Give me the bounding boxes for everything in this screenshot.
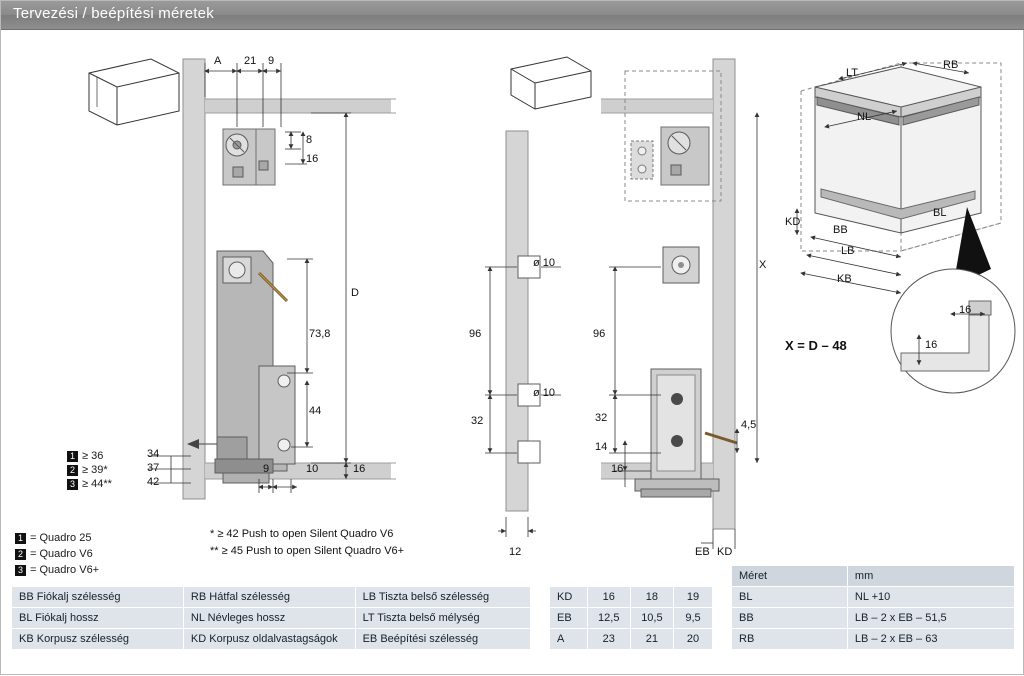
label-EB: EB bbox=[695, 546, 710, 558]
left-drawer-icon bbox=[89, 59, 179, 125]
table-row bbox=[732, 629, 1015, 650]
legend-badge-2: 2 bbox=[15, 549, 26, 560]
mid-front-panel-section bbox=[506, 57, 591, 511]
values-cell: 10,5 bbox=[630, 608, 673, 629]
abbrev-cell: KB Korpusz szélesség bbox=[12, 629, 184, 650]
dim-label-mid2-14: 14 bbox=[595, 441, 608, 453]
label-KB: KB bbox=[837, 273, 852, 285]
formula-header-mm: mm bbox=[847, 566, 1014, 587]
dim-label-dia10-bottom: ø 10 bbox=[533, 387, 556, 399]
label-RB: RB bbox=[943, 59, 959, 71]
legend-badge-3: 3 bbox=[15, 565, 26, 576]
dim-label-37: 37 bbox=[147, 462, 160, 474]
values-rowhead: EB bbox=[550, 608, 588, 629]
badge-3: 3 bbox=[67, 479, 78, 490]
values-table bbox=[549, 586, 713, 650]
legend-item-1 bbox=[15, 532, 91, 544]
dim-label-D: D bbox=[351, 287, 359, 299]
detail-dim-16-v: 16 bbox=[925, 339, 938, 351]
table-header-row bbox=[732, 566, 1015, 587]
dim-label-9-bottom: 9 bbox=[263, 463, 270, 475]
values-rowhead: KD bbox=[550, 587, 588, 608]
values-cell: 19 bbox=[673, 587, 712, 608]
dim-label-mid-96: 96 bbox=[469, 328, 482, 340]
option-3-text: ≥ 44** bbox=[82, 478, 112, 490]
legend-text-2: = Quadro V6 bbox=[30, 548, 93, 560]
legend-text-1: = Quadro 25 bbox=[30, 532, 92, 544]
formula-table bbox=[731, 565, 1015, 650]
values-cell: 18 bbox=[630, 587, 673, 608]
footnote-star: * ≥ 42 Push to open Silent Quadro V6 bbox=[210, 528, 394, 540]
dim-label-9-top: 9 bbox=[268, 55, 275, 67]
table-row bbox=[12, 587, 531, 608]
table-row bbox=[550, 587, 713, 608]
option-row-1 bbox=[67, 450, 103, 462]
formula-header-meret: Méret bbox=[732, 566, 848, 587]
table-row bbox=[12, 629, 531, 650]
label-KD: KD bbox=[717, 546, 733, 558]
abbrev-cell: KD Korpusz oldalvastagságok bbox=[183, 629, 355, 650]
dim-label-4-5: 4,5 bbox=[741, 419, 757, 431]
abbrev-cell: LT Tiszta belső mélység bbox=[355, 608, 530, 629]
formula-cell-value: NL +10 bbox=[847, 587, 1014, 608]
dim-label-dia10-top: ø 10 bbox=[533, 257, 556, 269]
label-LT: LT bbox=[846, 67, 859, 79]
option-row-2 bbox=[67, 464, 108, 476]
formula-cell-name: RB bbox=[732, 629, 848, 650]
badge-2: 2 bbox=[67, 465, 78, 476]
formula-cell-name: BL bbox=[732, 587, 848, 608]
legend-badge-1: 1 bbox=[15, 533, 26, 544]
values-cell: 21 bbox=[630, 629, 673, 650]
table-row bbox=[732, 587, 1015, 608]
table-row bbox=[550, 608, 713, 629]
formula-cell-value: LB – 2 x EB – 51,5 bbox=[847, 608, 1014, 629]
abbrev-cell: BB Fiókalj szélesség bbox=[12, 587, 184, 608]
dim-label-44: 44 bbox=[309, 405, 322, 417]
dim-label-X: X bbox=[759, 259, 767, 271]
right-3d-drawer bbox=[797, 63, 1001, 293]
label-BL: BL bbox=[933, 207, 947, 219]
abbrev-cell: EB Beépítési szélesség bbox=[355, 629, 530, 650]
dim-label-21: 21 bbox=[244, 55, 257, 67]
abbreviation-table bbox=[11, 586, 531, 650]
dim-label-8: 8 bbox=[306, 134, 313, 146]
dim-label-16-top: 16 bbox=[306, 153, 319, 165]
abbrev-cell: RB Hátfal szélesség bbox=[183, 587, 355, 608]
legend-text-3: = Quadro V6+ bbox=[30, 564, 100, 576]
dim-label-mid2-96: 96 bbox=[593, 328, 606, 340]
badge-1: 1 bbox=[67, 451, 78, 462]
values-cell: 16 bbox=[587, 587, 630, 608]
dim-label-42: 42 bbox=[147, 476, 160, 488]
footnote-doublestar: ** ≥ 45 Push to open Silent Quadro V6+ bbox=[210, 545, 405, 557]
table-row bbox=[550, 629, 713, 650]
dim-label-10: 10 bbox=[306, 463, 319, 475]
dim-label-A: A bbox=[214, 55, 222, 67]
legend-item-3 bbox=[15, 564, 99, 576]
abbrev-cell: BL Fiókalj hossz bbox=[12, 608, 184, 629]
values-rowhead: A bbox=[550, 629, 588, 650]
dim-label-34: 34 bbox=[147, 448, 160, 460]
dim-label-mid-32: 32 bbox=[471, 415, 484, 427]
values-cell: 20 bbox=[673, 629, 712, 650]
option-row-3 bbox=[67, 478, 112, 490]
label-BB: BB bbox=[833, 224, 848, 236]
abbrev-cell: NL Névleges hossz bbox=[183, 608, 355, 629]
values-cell: 12,5 bbox=[587, 608, 630, 629]
left-section-cabinet bbox=[183, 59, 396, 499]
mid2-mounted-section bbox=[601, 59, 737, 529]
formula-cell-value: LB – 2 x EB – 63 bbox=[847, 629, 1014, 650]
table-row bbox=[12, 608, 531, 629]
dim-label-12: 12 bbox=[509, 546, 522, 558]
abbrev-cell: LB Tiszta belső szélesség bbox=[355, 587, 530, 608]
option-1-text: ≥ 36 bbox=[82, 450, 104, 462]
dim-label-73-8: 73,8 bbox=[309, 328, 331, 340]
formula-cell-name: BB bbox=[732, 608, 848, 629]
label-KD-right: KD bbox=[785, 216, 801, 228]
dim-label-mid2-32: 32 bbox=[595, 412, 608, 424]
values-cell: 23 bbox=[587, 629, 630, 650]
formula-x-equals: X = D – 48 bbox=[785, 338, 847, 353]
table-row bbox=[732, 608, 1015, 629]
legend-item-2 bbox=[15, 548, 93, 560]
detail-dim-16-h: 16 bbox=[959, 304, 972, 316]
right-detail-circle bbox=[891, 269, 1015, 393]
option-2-text: ≥ 39* bbox=[82, 464, 108, 476]
dim-label-16-bottom: 16 bbox=[353, 463, 366, 475]
page-title: Tervezési / beépítési méretek bbox=[13, 5, 214, 22]
values-cell: 9,5 bbox=[673, 608, 712, 629]
dim-label-mid2-16: 16 bbox=[611, 463, 624, 475]
label-LB: LB bbox=[841, 245, 855, 257]
label-NL: NL bbox=[857, 111, 872, 123]
